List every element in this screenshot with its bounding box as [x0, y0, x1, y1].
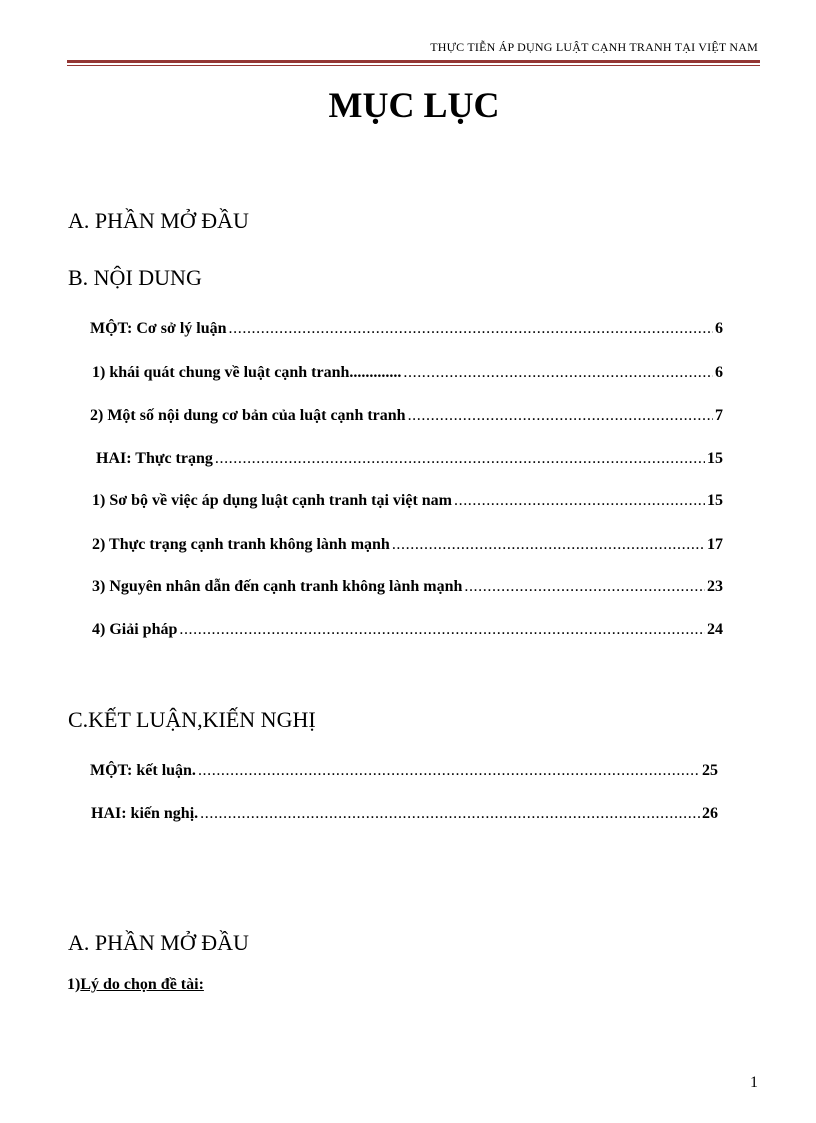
toc-leader	[200, 805, 700, 823]
toc-entry	[92, 364, 723, 382]
toc-entry	[90, 407, 723, 425]
toc-entry-label: HAI: kiến nghị.	[91, 805, 199, 822]
toc-leader	[464, 578, 705, 596]
toc-leader	[229, 320, 713, 338]
toc-entry	[92, 492, 723, 510]
toc-entry-label: MỘT: kết luận.	[90, 762, 196, 779]
toc-entry-page: 6	[715, 364, 723, 381]
toc-entry	[90, 762, 718, 780]
toc-entry-page: 6	[715, 320, 723, 337]
toc-entry	[96, 450, 723, 468]
toc-entry-label: 1) Sơ bộ về việc áp dụng luật cạnh tranh tại việt nam	[92, 492, 452, 509]
header-rule-thick	[67, 60, 760, 63]
toc-leader	[454, 492, 705, 510]
toc-entry-page: 26	[702, 805, 718, 822]
toc-entry-page: 15	[707, 450, 723, 467]
subsection-heading	[67, 976, 204, 994]
toc-entry-label: 2) Một số nội dung cơ bản của luật cạnh tranh	[90, 407, 406, 424]
toc-entry	[92, 536, 723, 554]
toc-entry-page: 17	[707, 536, 723, 553]
toc-leader	[403, 364, 713, 382]
header-rule-thin	[67, 65, 760, 66]
toc-leader	[198, 762, 700, 780]
toc-leader	[408, 407, 713, 425]
toc-leader	[215, 450, 705, 468]
toc-entry-label: MỘT: Cơ sở lý luận	[90, 320, 227, 337]
toc-entry-page: 25	[702, 762, 718, 779]
body-section-heading: A. PHẦN MỞ ĐẦU	[68, 930, 249, 955]
toc-entry-page: 7	[715, 407, 723, 424]
toc-entry-label: 3) Nguyên nhân dẫn đến cạnh tranh không lành mạnh	[92, 578, 463, 595]
page-title: MỤC LỤC	[328, 85, 500, 125]
toc-leader	[179, 621, 705, 639]
subsection-number: 1)	[67, 976, 81, 993]
toc-entry	[90, 320, 723, 338]
toc-entry-label: 4) Giải pháp	[92, 621, 178, 638]
toc-entry	[92, 621, 723, 639]
toc-entry	[91, 805, 718, 823]
toc-entry-label: 2) Thực trạng cạnh tranh không lành mạnh	[92, 536, 390, 553]
toc-entry-page: 24	[707, 621, 723, 638]
section-heading-a: A. PHẦN MỞ ĐẦU	[68, 208, 249, 233]
toc-entry-label: HAI: Thực trạng	[96, 450, 213, 467]
section-heading-c: C.KẾT LUẬN,KIẾN NGHỊ	[68, 707, 316, 732]
running-header: THỰC TIỄN ÁP DỤNG LUẬT CẠNH TRANH TẠI VIỆT NAM	[430, 40, 758, 54]
subsection-title: Lý do chọn đề tài:	[80, 976, 204, 993]
toc-entry	[92, 578, 723, 596]
toc-entry-page: 23	[707, 578, 723, 595]
page-number: 1	[750, 1074, 758, 1091]
toc-leader	[392, 536, 705, 554]
section-heading-b: B. NỘI DUNG	[68, 265, 202, 290]
toc-entry-page: 15	[707, 492, 723, 509]
toc-entry-label: 1) khái quát chung về luật cạnh tranh.............	[92, 364, 402, 381]
